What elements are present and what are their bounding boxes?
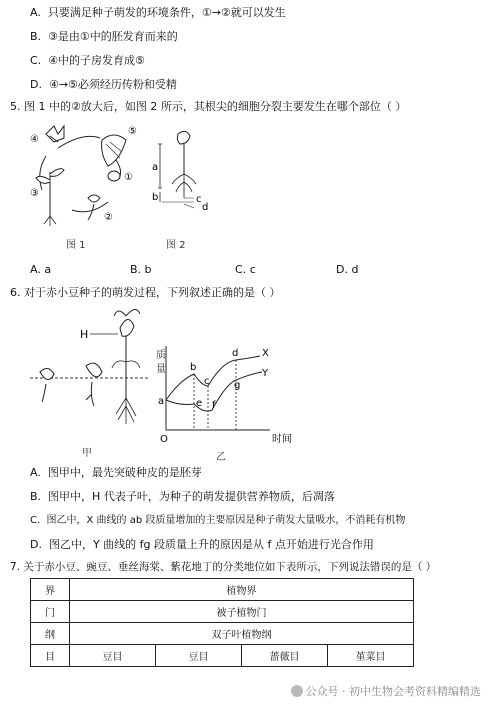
marker-3: ③ (30, 188, 39, 199)
q5-option-b: B. b (130, 263, 152, 276)
seed-stage-1 (40, 368, 54, 402)
y-axis-label-2: 量 (156, 364, 166, 375)
seed-stage-2 (86, 363, 102, 406)
life-cycle-figure (28, 120, 143, 230)
point-g: g (234, 380, 241, 391)
order-value-2: 豆目 (156, 645, 242, 667)
fig1-label: 图 1 (66, 240, 86, 251)
x-axis-label: 时间 (272, 434, 292, 445)
fig2-label: 图 2 (166, 240, 186, 251)
root-tip-figure (148, 124, 218, 224)
cycle-arrow (40, 156, 46, 190)
q4-option-d: D. ④→⑤必须经历传粉和受精 (30, 78, 177, 91)
table-row (31, 601, 414, 623)
cycle-arrow (72, 202, 108, 212)
phylum-value: 被子植物门 (70, 601, 414, 623)
flower-drawing (46, 126, 64, 142)
q4-option-b: B. ③是由①中的胚发育而来的 (30, 30, 178, 43)
q6-stem: 6. 对于赤小豆种子的萌发过程，下列叙述正确的是（ ） (10, 286, 281, 299)
row-head-phylum: 门 (31, 601, 70, 623)
wechat-icon (291, 685, 303, 697)
fig-jia-label: 甲 (82, 448, 92, 459)
point-a: a (158, 396, 165, 407)
q6-option-d: D. 图乙中，Y 曲线的 fg 段质量上升的原因是从 f 点开始进行光合作用 (30, 538, 374, 551)
origin-label: O (160, 434, 168, 445)
row-head-class: 纲 (31, 623, 70, 645)
point-d: d (232, 348, 239, 359)
y-axis-label-1: 质 (156, 350, 166, 361)
mass-time-graph (150, 340, 300, 446)
q5-option-a: A. a (30, 263, 52, 276)
seed-drawing (108, 171, 120, 181)
point-f: f (212, 400, 216, 411)
curve-x-label: X (262, 348, 269, 359)
plant-drawing (36, 169, 64, 226)
class-value: 双子叶植物纲 (70, 623, 414, 645)
seedling-stage-3 (112, 309, 140, 424)
q5-option-d: D. d (336, 263, 359, 276)
watermark: 公众号 · 初中生物会考资料精编精选 (291, 683, 482, 699)
marker-4: ④ (30, 134, 39, 145)
table-row (31, 645, 414, 667)
marker-d: d (202, 202, 209, 213)
q4-option-c: C. ④中的子房发育成⑤ (30, 54, 145, 67)
order-value-3: 蔷薇目 (242, 645, 328, 667)
germination-stages-figure (30, 302, 160, 442)
q5-option-c: C. c (235, 263, 256, 276)
q6-option-c: C. 图乙中，X 曲线的 ab 段质量增加的主要原因是种子萌发大量吸水，不消耗有机物 (30, 515, 406, 526)
marker-5: ⑤ (128, 126, 137, 137)
q7-stem: 7. 关于赤小豆、豌豆、垂丝海棠、紫花地丁的分类地位如下表所示，下列说法错误的是（ ） (10, 561, 437, 573)
curve-y-label: Y (262, 368, 269, 379)
kingdom-value: 植物界 (70, 579, 414, 601)
q6-option-b: B. 图甲中，H 代表子叶，为种子的萌发提供营养物质，后凋落 (30, 490, 335, 503)
seedling-drawing (172, 131, 196, 198)
order-value-4: 堇菜目 (328, 645, 414, 667)
curve-x (166, 356, 260, 400)
table-row (31, 579, 414, 601)
q4-option-a: A. 只要满足种子萌发的环境条件，①→②就可以发生 (30, 6, 286, 19)
q6-option-a: A. 图甲中，最先突破种皮的是胚芽 (30, 466, 202, 479)
row-head-kingdom: 界 (31, 579, 70, 601)
point-e: e (196, 398, 203, 409)
marker-b: b (152, 192, 159, 203)
marker-2: ② (104, 212, 113, 223)
pod-drawing (102, 135, 126, 166)
fig-yi-label: 乙 (216, 452, 226, 463)
point-c: c (204, 376, 210, 387)
table-row (31, 623, 414, 645)
marker-H: H (80, 328, 89, 341)
q5-stem: 5. 图 1 中的②放大后，如图 2 所示，其根尖的细胞分裂主要发生在哪个部位（ ） (10, 100, 407, 113)
marker-1: ① (124, 172, 133, 183)
germinating-seed-drawing (88, 195, 100, 220)
marker-a: a (152, 162, 159, 173)
classification-table (30, 578, 414, 667)
row-head-order: 目 (31, 645, 70, 667)
point-b: b (190, 362, 197, 373)
marker-c: c (196, 194, 202, 205)
order-value-1: 豆目 (70, 645, 156, 667)
